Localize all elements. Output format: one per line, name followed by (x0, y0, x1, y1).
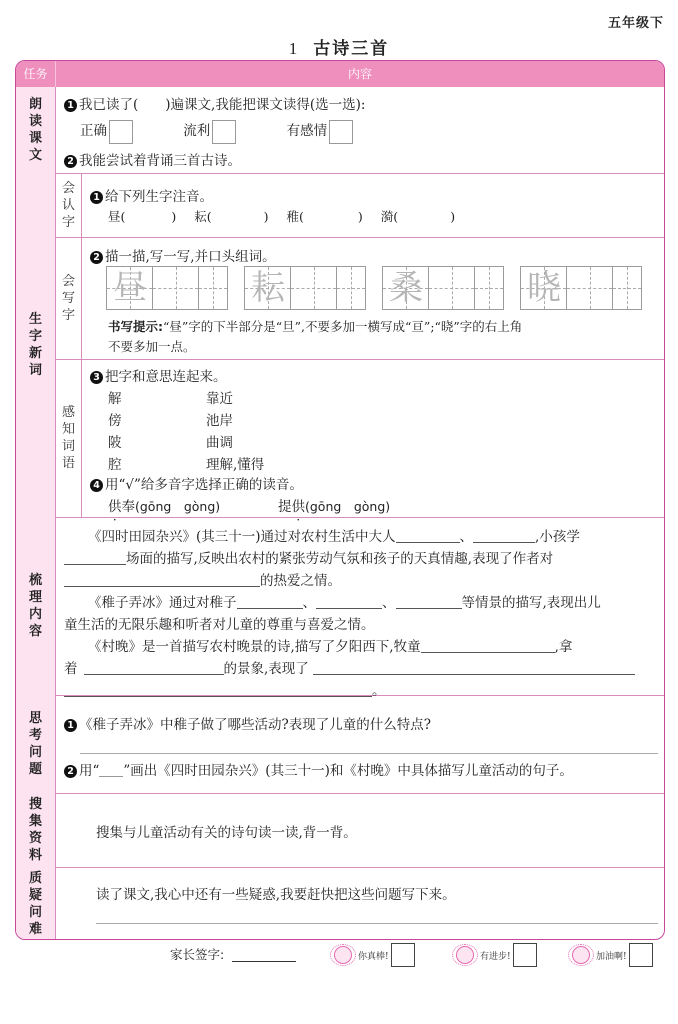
match-left-3[interactable]: 陂 (108, 435, 122, 451)
match-left-1[interactable]: 解 (108, 391, 122, 407)
collect-text: 搜集与儿童活动有关的诗句读一读,背一背。 (96, 825, 357, 841)
worksheet-table (15, 60, 665, 940)
badge-checkbox[interactable] (391, 943, 415, 967)
think-q2: 2 用“ ”画出《四时田园杂兴》(其三十一)和《村晚》中具体描写儿童活动的句子。 (64, 759, 573, 779)
recognize-chars: 昼( ) 耘( ) 稚( ) 漪( ) (108, 209, 456, 224)
divider (16, 173, 664, 174)
header-task: 任务 (16, 61, 56, 87)
match-right-4[interactable]: 理解,懂得 (206, 457, 265, 473)
page-title (0, 34, 678, 59)
divider (56, 237, 664, 238)
signature-field[interactable] (232, 948, 296, 962)
badge-great[interactable]: 你真棒! (330, 943, 415, 967)
summary-p3-line1: 《村晚》是一首描写农村晚景的诗,描写了夕阳西下,牧童 ,拿 (88, 639, 573, 655)
fill-blank[interactable] (316, 595, 382, 609)
badge-checkbox[interactable] (629, 943, 653, 967)
divider (16, 867, 664, 868)
table-header (16, 61, 664, 87)
polyphone-2[interactable]: 提供(gōng gòng) (278, 499, 391, 515)
section-label-question: 质疑问难 (16, 867, 56, 940)
fill-blank[interactable] (396, 529, 460, 543)
section-label-summary: 梳理内容 (16, 517, 56, 695)
fill-blank[interactable] (473, 529, 535, 543)
grade-label: 五年级下 (607, 16, 664, 31)
match-right-1[interactable]: 靠近 (206, 391, 233, 407)
divider (16, 793, 664, 794)
option-checkbox-emotional[interactable] (329, 120, 353, 144)
perceive-q4: 4 用“√”给多音字选择正确的读音。 (90, 473, 303, 493)
lesson-title: 古诗三首 (313, 39, 390, 59)
sun-headband-icon (568, 944, 594, 966)
fill-blank[interactable] (313, 661, 635, 675)
fill-blank[interactable] (237, 595, 303, 609)
writing-grid-4[interactable]: 晓 (520, 266, 642, 310)
answer-line[interactable] (96, 923, 658, 924)
match-right-2[interactable]: 池岸 (206, 413, 233, 429)
writing-grid-1[interactable]: 昼 (106, 266, 228, 310)
fill-blank[interactable] (64, 683, 372, 697)
summary-p1-line3: 的热爱之情。 (64, 569, 341, 589)
polyphone-1[interactable]: 供奉(gōng gòng) (108, 499, 221, 515)
fill-blank[interactable] (84, 661, 224, 675)
underline-sample (99, 763, 123, 777)
writing-grid-2[interactable]: 耘 (244, 266, 366, 310)
summary-p2-line2: 童生活的无限乐趣和听者对儿童的尊重与喜爱之情。 (64, 617, 375, 633)
reading-options: 正确 流利 有感情 (80, 119, 353, 144)
summary-p2-line1: 《稚子弄冰》通过对稚子 、 、 等情景的描写,表现出儿 (88, 595, 601, 611)
option-checkbox-correct[interactable] (109, 120, 133, 144)
summary-p3-line2: 着 的景象,表现了 (64, 657, 635, 677)
summary-p1-line2: 场面的描写,反映出农村的紧张劳动气氛和孩子的天真情趣,表现了作者对 (64, 547, 553, 567)
badge-checkbox[interactable] (513, 943, 537, 967)
sublabel-recognize: 会认字 (56, 173, 82, 237)
writing-grid-3[interactable]: 桑 (382, 266, 504, 310)
recognize-q: 1 给下列生字注音。 (90, 185, 213, 205)
section-label-vocab: 生字新词 (16, 173, 56, 517)
sun-sunglasses-icon (330, 944, 356, 966)
fill-blank[interactable] (421, 639, 555, 653)
answer-line[interactable] (80, 753, 658, 754)
fill-blank[interactable] (64, 551, 126, 565)
option-checkbox-fluent[interactable] (212, 120, 236, 144)
badge-keep-going[interactable]: 加油啊! (568, 943, 653, 967)
match-left-4[interactable]: 腔 (108, 457, 122, 473)
reading-q1: 1 我已读了( )遍课文,我能把课文读得(选一选): (64, 93, 365, 113)
sublabel-perceive: 感知词语 (56, 359, 82, 517)
sun-wink-icon (452, 944, 478, 966)
sublabel-write: 会写字 (56, 237, 82, 359)
fill-blank[interactable] (396, 595, 462, 609)
badge-progress[interactable]: 有进步! (452, 943, 537, 967)
question-text: 读了课文,我心中还有一些疑惑,我要赶快把这些问题写下来。 (96, 887, 456, 903)
match-right-3[interactable]: 曲调 (206, 435, 233, 451)
section-label-think: 思考问题 (16, 695, 56, 793)
section-label-collect: 搜集资料 (16, 793, 56, 867)
write-q: 2 描一描,写一写,并口头组词。 (90, 245, 276, 265)
reading-q2: 2 我能尝试着背诵三首古诗。 (64, 149, 241, 169)
writing-tip-line1: 书写提示:“昼”字的下半部分是“旦”,不要多加一横写成“亘”;“晓”字的右上角 (108, 319, 523, 334)
header-content: 内容 (347, 67, 372, 81)
perceive-q3: 3 把字和意思连起来。 (90, 365, 227, 385)
section-label-reading: 朗读课文 (16, 87, 56, 173)
match-left-2[interactable]: 傍 (108, 413, 122, 429)
lesson-number: 1 (288, 39, 300, 58)
summary-p3-line3: 。 (64, 679, 386, 699)
think-q1: 1 《稚子弄冰》中稚子做了哪些活动?表现了儿童的什么特点? (64, 713, 431, 733)
summary-p1-line1: 《四时田园杂兴》(其三十一)通过对农村生活中大人 、 ,小孩学 (88, 529, 580, 545)
divider (56, 359, 664, 360)
fill-blank[interactable] (64, 573, 260, 587)
writing-tip-line2: 不要多加一点。 (108, 339, 196, 354)
parent-signature: 家长签字: (170, 945, 296, 963)
